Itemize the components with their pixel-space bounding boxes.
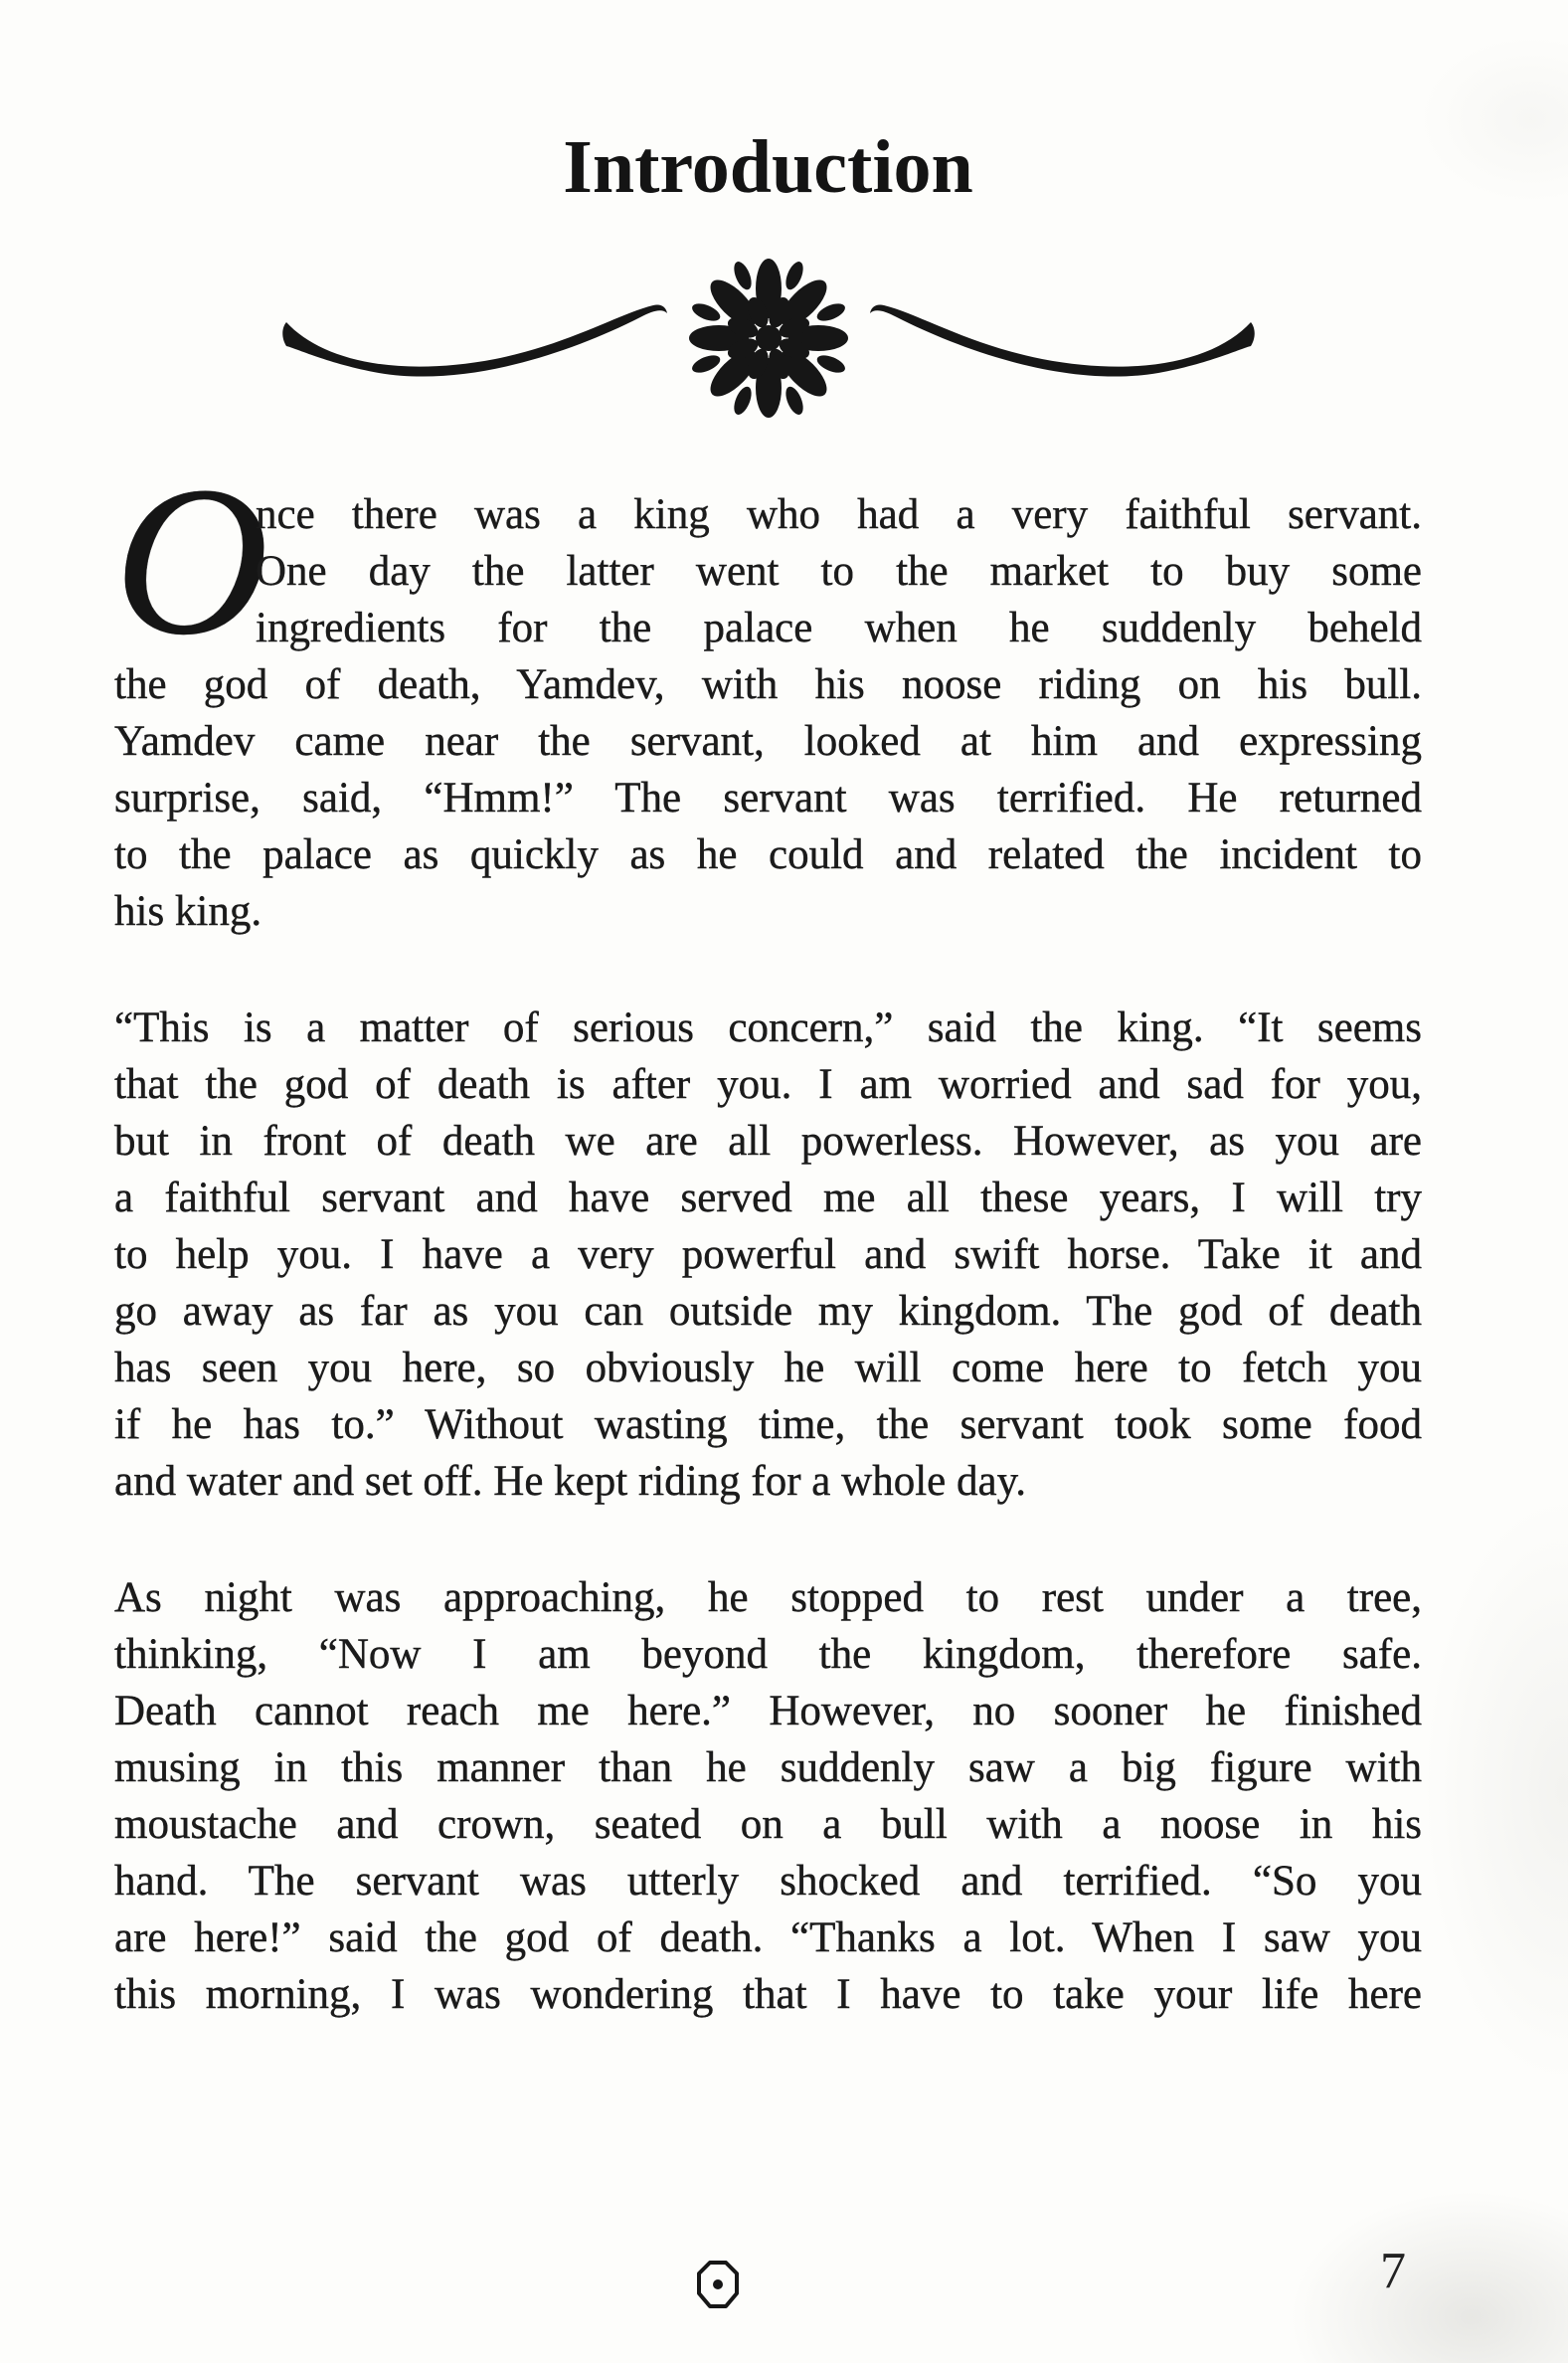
page-title: Introduction (563, 125, 973, 209)
flourish-divider (271, 257, 1266, 421)
text-line: “This is a matter of serious concern,” said the king. “It seems (114, 1004, 1422, 1051)
text-line: if he has to.” Without wasting time, the servant took some food (114, 1401, 1422, 1448)
text-line: the god of death, Yamdev, with his noose riding on his bull. (114, 661, 1422, 708)
text-line: are here!” said the god of death. “Thanks a lot. When I saw you (114, 1914, 1422, 1961)
paragraph (114, 1000, 1422, 1510)
text-line: this morning, I was wondering that I have to take your life here (114, 1971, 1422, 2018)
flourish-icon (271, 257, 1266, 421)
text-line: his king. (114, 888, 262, 935)
text-line: but in front of death we are all powerless. However, as you are (114, 1118, 1422, 1165)
paragraph (114, 442, 1422, 940)
text-line: One day the latter went to the market to buy some (256, 548, 1422, 595)
text-line: a faithful servant and have served me all these years, I will try (114, 1175, 1422, 1221)
text-line: that the god of death is after you. I am worried and sad for you, (114, 1061, 1422, 1108)
text-line: Death cannot reach me here.” However, no sooner he finished (114, 1688, 1422, 1734)
text-line: surprise, said, “Hmm!” The servant was terrified. He returned (114, 775, 1422, 821)
text-line: moustache and crown, seated on a bull with a noose in his (114, 1801, 1422, 1848)
text-line: go away as far as you can outside my kingdom. The god of death (114, 1288, 1422, 1335)
text-line: has seen you here, so obviously he will come here to fetch you (114, 1345, 1422, 1391)
text-line: As night was approaching, he stopped to rest under a tree, (114, 1574, 1422, 1621)
text-line: Yamdev came near the servant, looked at him and expressing (114, 718, 1422, 765)
text-line: ingredients for the palace when he suddenly beheld (256, 605, 1422, 651)
page-content (114, 0, 1422, 2023)
paragraph (114, 1569, 1422, 2023)
text-line: nce there was a king who had a very faithful servant. (256, 491, 1422, 538)
text-line: thinking, “Now I am beyond the kingdom, therefore safe. (114, 1631, 1422, 1678)
text-line: to help you. I have a very powerful and swift horse. Take it and (114, 1231, 1422, 1278)
text-line: hand. The servant was utterly shocked and terrified. “So you (114, 1858, 1422, 1905)
text-line: to the palace as quickly as he could and related the incident to (114, 831, 1422, 878)
drop-cap: O (114, 442, 269, 679)
text-line: and water and set off. He kept riding for a whole day. (114, 1458, 1027, 1505)
text-line: musing in this manner than he suddenly saw a big figure with (114, 1744, 1422, 1791)
body-text (114, 442, 1422, 2023)
page-number: 7 (1380, 2243, 1406, 2299)
circled-dot-icon (696, 2260, 740, 2311)
